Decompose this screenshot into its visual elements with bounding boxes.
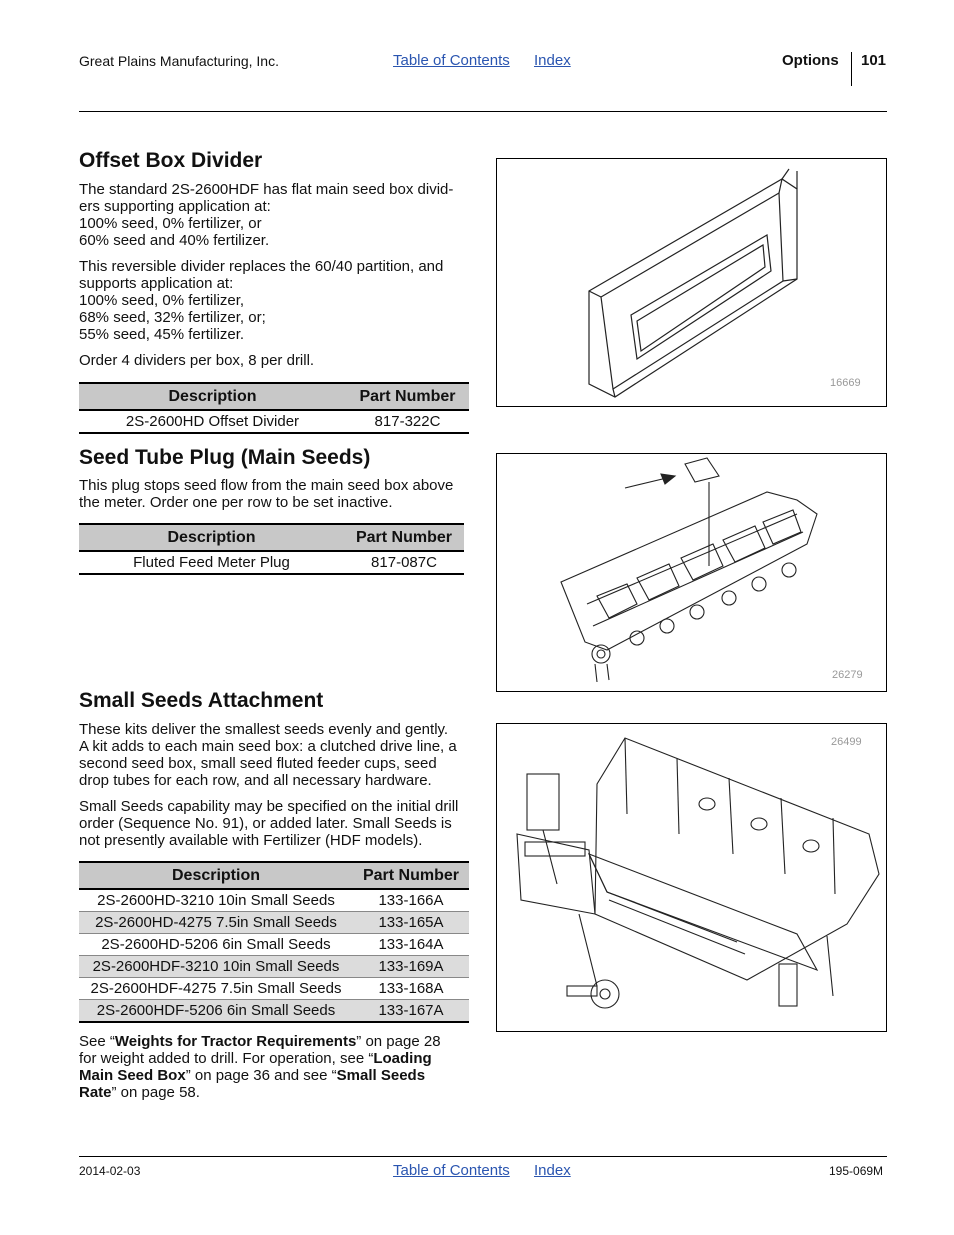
col-header-part-number: Part Number <box>346 383 469 410</box>
text-line <box>79 1067 474 1084</box>
see-also-paragraph <box>79 1033 474 1101</box>
offset-divider-title: Offset Box Divider <box>79 149 263 172</box>
col-header-part-number: Part Number <box>344 524 464 551</box>
table-row <box>79 934 469 956</box>
cell-description: 2S-2600HD-3210 10in Small Seeds <box>79 889 353 912</box>
header-rule <box>79 111 887 112</box>
cell-part-number: 817-322C <box>346 410 469 433</box>
cell-description: 2S-2600HDF-3210 10in Small Seeds <box>79 956 353 978</box>
figure-number: 16669 <box>830 377 861 389</box>
col-header-description: Description <box>79 524 344 551</box>
text-line <box>79 1084 474 1101</box>
footer-date: 2014-02-03 <box>79 1164 141 1178</box>
cell-part-number: 133-167A <box>353 1000 469 1023</box>
table-row <box>79 551 464 574</box>
index-link-top[interactable]: Index <box>534 52 571 69</box>
small-seeds-figure <box>496 723 887 1032</box>
cross-reference: Rate <box>79 1084 112 1101</box>
cell-part-number: 133-164A <box>353 934 469 956</box>
table-row <box>79 978 469 1000</box>
seed-tube-plug-title: Seed Tube Plug (Main Seeds) <box>79 446 371 469</box>
cell-description: 2S-2600HDF-5206 6in Small Seeds <box>79 1000 353 1023</box>
text-line: 60% seed and 40% fertilizer. <box>79 232 270 249</box>
text-line: The standard 2S-2600HDF has flat main seed box divid- <box>79 181 454 198</box>
text-line: 55% seed, 45% fertilizer. <box>79 326 245 343</box>
text-line: This reversible divider replaces the 60/40 partition, and <box>79 258 444 275</box>
figure-number: 26499 <box>831 736 862 748</box>
footer-rule <box>79 1156 887 1157</box>
table-row <box>79 912 469 934</box>
offset-para-2 <box>79 258 474 343</box>
text-line: 68% seed, 32% fertilizer, or; <box>79 309 266 326</box>
col-header-description: Description <box>79 862 353 889</box>
cell-description: 2S-2600HD Offset Divider <box>79 410 346 433</box>
text-line: Order 4 dividers per box, 8 per drill. <box>79 352 315 369</box>
table-row <box>79 410 469 433</box>
small-para-1 <box>79 721 474 789</box>
text-line <box>79 1033 474 1050</box>
text-line: This plug stops seed flow from the main seed box above <box>79 477 454 494</box>
cell-description: 2S-2600HD-5206 6in Small Seeds <box>79 934 353 956</box>
offset-para-3 <box>79 352 474 369</box>
text-line <box>79 1050 474 1067</box>
offset-parts-table <box>79 382 469 434</box>
plug-parts-table <box>79 523 464 575</box>
text-line: Small Seeds capability may be specified on the initial drill <box>79 798 459 815</box>
text: for weight added to drill. For operation, see “ <box>79 1050 374 1067</box>
table-row <box>79 956 469 978</box>
figure-number: 26279 <box>832 669 863 681</box>
text-line: supports application at: <box>79 275 234 292</box>
text: See “ <box>79 1033 115 1050</box>
cell-part-number: 133-166A <box>353 889 469 912</box>
company-name: Great Plains Manufacturing, Inc. <box>79 53 279 69</box>
cross-reference: Main Seed Box <box>79 1067 186 1084</box>
table-row <box>79 1000 469 1023</box>
col-header-description: Description <box>79 383 346 410</box>
meter-plug-illustration <box>497 454 886 691</box>
text-line: not presently available with Fertilizer (HDF models). <box>79 832 423 849</box>
table-row <box>79 889 469 912</box>
cross-reference: Small Seeds <box>336 1067 426 1084</box>
text-line: ers supporting application at: <box>79 198 271 215</box>
text-line: second seed box, small seed fluted feeder cups, seed <box>79 755 437 772</box>
text-line: 100% seed, 0% fertilizer, <box>79 292 245 309</box>
cell-part-number: 133-168A <box>353 978 469 1000</box>
small-para-2 <box>79 798 474 849</box>
offset-para-1 <box>79 181 474 249</box>
text: ” on page 58. <box>111 1084 200 1101</box>
text: ” on page 36 and see “ <box>185 1067 337 1084</box>
page-number: 101 <box>861 52 887 69</box>
header-divider <box>851 52 852 86</box>
text: ” on page 28 <box>356 1033 441 1050</box>
text-line: the meter. Order one per row to be set inactive. <box>79 494 393 511</box>
cross-reference: Weights for Tractor Requirements <box>114 1033 357 1050</box>
cell-part-number: 133-169A <box>353 956 469 978</box>
text-line: These kits deliver the smallest seeds evenly and gently. <box>79 721 449 738</box>
section-label: Options <box>782 52 839 69</box>
offset-divider-figure <box>496 158 887 407</box>
cell-description: Fluted Feed Meter Plug <box>79 551 344 574</box>
small-seeds-title: Small Seeds Attachment <box>79 689 324 712</box>
cross-reference: Loading <box>373 1050 432 1067</box>
small-seeds-parts-table <box>79 861 469 1023</box>
toc-link-top[interactable]: Table of Contents <box>393 52 510 69</box>
cell-description: 2S-2600HDF-4275 7.5in Small Seeds <box>79 978 353 1000</box>
plug-para-1 <box>79 477 474 511</box>
cell-part-number: 817-087C <box>344 551 464 574</box>
text-line: drop tubes for each row, and all necessary hardware. <box>79 772 432 789</box>
toc-link-bottom[interactable]: Table of Contents <box>393 1162 510 1179</box>
col-header-part-number: Part Number <box>353 862 469 889</box>
cell-description: 2S-2600HD-4275 7.5in Small Seeds <box>79 912 353 934</box>
offset-divider-illustration <box>497 159 886 406</box>
index-link-bottom[interactable]: Index <box>534 1162 571 1179</box>
text-line: order (Sequence No. 91), or added later. Small Seeds is <box>79 815 452 832</box>
text-line: A kit adds to each main seed box: a clutched drive line, a <box>79 738 457 755</box>
seed-tube-plug-figure <box>496 453 887 692</box>
small-seeds-drill-illustration <box>497 724 886 1031</box>
cell-part-number: 133-165A <box>353 912 469 934</box>
doc-number: 195-069M <box>829 1164 884 1178</box>
text-line: 100% seed, 0% fertilizer, or <box>79 215 262 232</box>
